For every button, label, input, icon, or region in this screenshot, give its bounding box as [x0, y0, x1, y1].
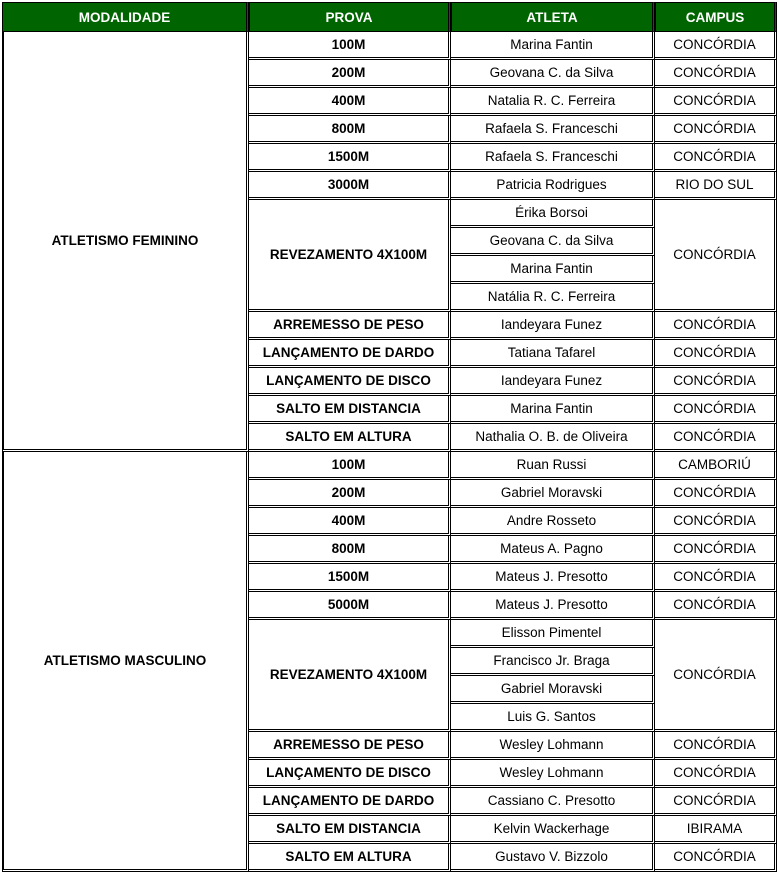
atleta-cell: Mateus J. Presotto	[451, 592, 655, 620]
atleta-cell: Mateus A. Pagno	[451, 536, 655, 564]
prova-cell: 3000M	[249, 172, 451, 200]
prova-cell: 200M	[249, 480, 451, 508]
atleta-cell: Natália R. C. Ferreira	[451, 284, 655, 312]
atleta-cell: Kelvin Wackerhage	[451, 816, 655, 844]
campus-cell: CAMBORIÚ	[655, 452, 777, 480]
campus-cell: CONCÓRDIA	[655, 32, 777, 60]
campus-cell: CONCÓRDIA	[655, 592, 777, 620]
prova-cell: 1500M	[249, 144, 451, 172]
modalidade-cell: ATLETISMO FEMININO	[2, 32, 249, 452]
campus-cell: CONCÓRDIA	[655, 88, 777, 116]
atleta-cell: Érika Borsoi	[451, 200, 655, 228]
table-row	[2, 452, 777, 480]
campus-cell: CONCÓRDIA	[655, 368, 777, 396]
atleta-cell: Cassiano C. Presotto	[451, 788, 655, 816]
table-row	[2, 32, 777, 60]
atleta-cell: Iandeyara Funez	[451, 312, 655, 340]
atleta-cell: Luis G. Santos	[451, 704, 655, 732]
prova-cell: 100M	[249, 32, 451, 60]
header-campus: CAMPUS	[655, 2, 777, 32]
prova-cell: 5000M	[249, 592, 451, 620]
prova-cell: LANÇAMENTO DE DISCO	[249, 368, 451, 396]
prova-cell: ARREMESSO DE PESO	[249, 732, 451, 760]
table-body	[2, 32, 777, 872]
header-modalidade: MODALIDADE	[2, 2, 249, 32]
atleta-cell: Rafaela S. Franceschi	[451, 116, 655, 144]
atleta-cell: Elisson Pimentel	[451, 620, 655, 648]
atleta-cell: Andre Rosseto	[451, 508, 655, 536]
atleta-cell: Tatiana Tafarel	[451, 340, 655, 368]
campus-cell: CONCÓRDIA	[655, 508, 777, 536]
prova-cell: SALTO EM DISTANCIA	[249, 396, 451, 424]
header-row	[2, 2, 777, 32]
campus-cell: IBIRAMA	[655, 816, 777, 844]
atleta-cell: Patricia Rodrigues	[451, 172, 655, 200]
prova-cell: ARREMESSO DE PESO	[249, 312, 451, 340]
campus-cell: CONCÓRDIA	[655, 732, 777, 760]
atleta-cell: Geovana C. da Silva	[451, 60, 655, 88]
prova-cell: 1500M	[249, 564, 451, 592]
prova-cell: LANÇAMENTO DE DISCO	[249, 760, 451, 788]
atleta-cell: Gustavo V. Bizzolo	[451, 844, 655, 872]
prova-cell: SALTO EM ALTURA	[249, 844, 451, 872]
atleta-cell: Iandeyara Funez	[451, 368, 655, 396]
campus-cell: CONCÓRDIA	[655, 788, 777, 816]
campus-cell: CONCÓRDIA	[655, 116, 777, 144]
atleta-cell: Marina Fantin	[451, 32, 655, 60]
prova-cell: LANÇAMENTO DE DARDO	[249, 788, 451, 816]
campus-cell: CONCÓRDIA	[655, 536, 777, 564]
prova-cell: LANÇAMENTO DE DARDO	[249, 340, 451, 368]
atleta-cell: Marina Fantin	[451, 396, 655, 424]
campus-cell: CONCÓRDIA	[655, 844, 777, 872]
prova-cell: 800M	[249, 116, 451, 144]
header-prova: PROVA	[249, 2, 451, 32]
atleta-cell: Wesley Lohmann	[451, 760, 655, 788]
campus-cell: CONCÓRDIA	[655, 620, 777, 732]
prova-cell: 100M	[249, 452, 451, 480]
campus-cell: CONCÓRDIA	[655, 760, 777, 788]
prova-cell: 400M	[249, 88, 451, 116]
atleta-cell: Marina Fantin	[451, 256, 655, 284]
atleta-cell: Nathalia O. B. de Oliveira	[451, 424, 655, 452]
prova-cell: 200M	[249, 60, 451, 88]
atleta-cell: Wesley Lohmann	[451, 732, 655, 760]
modalidade-cell: ATLETISMO MASCULINO	[2, 452, 249, 872]
prova-cell: REVEZAMENTO 4X100M	[249, 200, 451, 312]
atleta-cell: Mateus J. Presotto	[451, 564, 655, 592]
prova-cell: 400M	[249, 508, 451, 536]
campus-cell: CONCÓRDIA	[655, 144, 777, 172]
atleta-cell: Gabriel Moravski	[451, 480, 655, 508]
atleta-cell: Natalia R. C. Ferreira	[451, 88, 655, 116]
prova-cell: SALTO EM DISTANCIA	[249, 816, 451, 844]
campus-cell: CONCÓRDIA	[655, 60, 777, 88]
campus-cell: CONCÓRDIA	[655, 312, 777, 340]
campus-cell: CONCÓRDIA	[655, 424, 777, 452]
campus-cell: CONCÓRDIA	[655, 340, 777, 368]
atleta-cell: Rafaela S. Franceschi	[451, 144, 655, 172]
prova-cell: REVEZAMENTO 4X100M	[249, 620, 451, 732]
atleta-cell: Ruan Russi	[451, 452, 655, 480]
campus-cell: CONCÓRDIA	[655, 200, 777, 312]
header-atleta: ATLETA	[451, 2, 655, 32]
prova-cell: 800M	[249, 536, 451, 564]
atleta-cell: Francisco Jr. Braga	[451, 648, 655, 676]
atleta-cell: Gabriel Moravski	[451, 676, 655, 704]
campus-cell: CONCÓRDIA	[655, 396, 777, 424]
campus-cell: CONCÓRDIA	[655, 480, 777, 508]
prova-cell: SALTO EM ALTURA	[249, 424, 451, 452]
athletics-results-table	[2, 2, 777, 872]
campus-cell: CONCÓRDIA	[655, 564, 777, 592]
atleta-cell: Geovana C. da Silva	[451, 228, 655, 256]
campus-cell: RIO DO SUL	[655, 172, 777, 200]
